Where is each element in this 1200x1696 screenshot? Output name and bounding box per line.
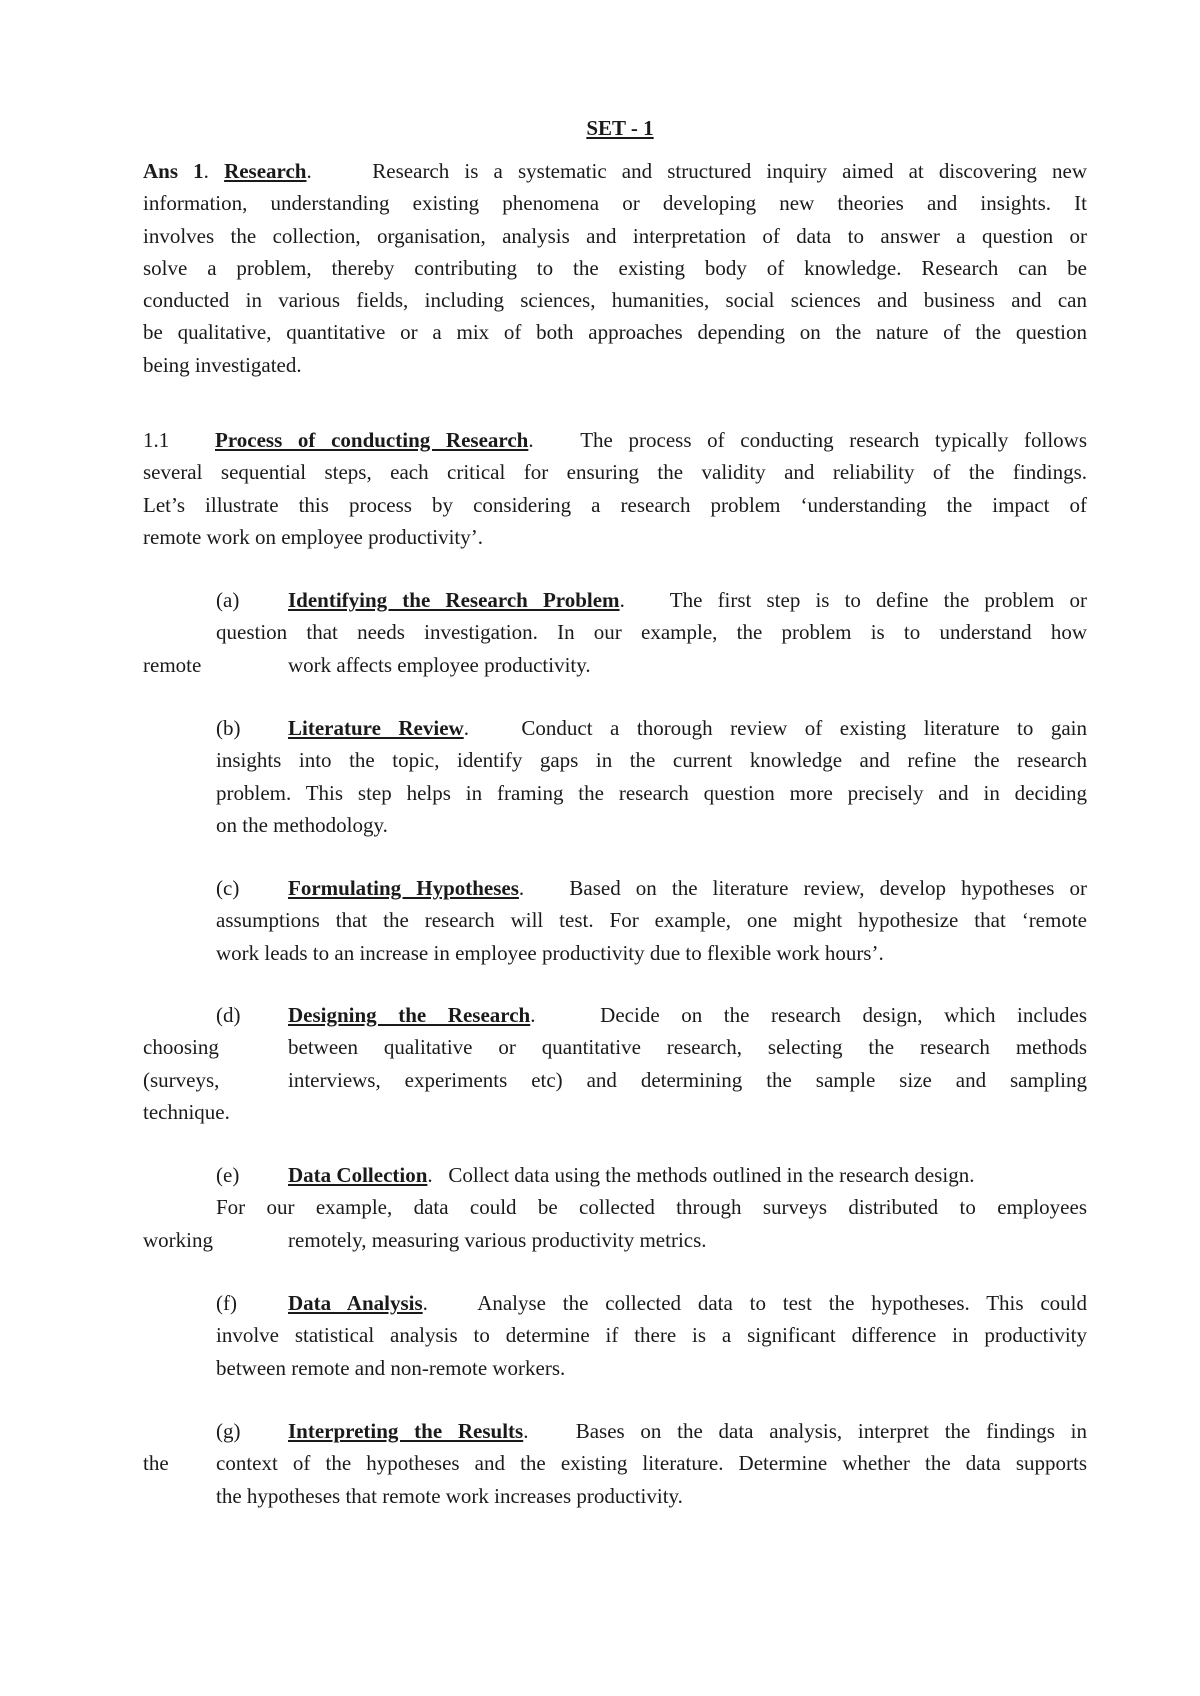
step-label: (c) <box>216 876 240 900</box>
step-text: work leads to an increase in employee productivity due to flexible work hours’. <box>216 940 884 965</box>
step-text: problem. This step helps in framing the research question more precisely and in deciding <box>216 780 1087 805</box>
step-text: the hypotheses that remote work increases productivity. <box>216 1483 683 1508</box>
step-e: (e) Data Collection. Collect data using the methods outlined in the research design. For our example, data could be collected through surveys distributed to employees working remotely, measuring various productivity metrics. <box>143 1159 1087 1256</box>
step-text: between remote and non-remote workers. <box>216 1355 566 1380</box>
step-b: (b) Literature Review. Conduct a thorough review of existing literature to gain insights into the topic, identify gaps in the current knowledge and refine the research problem. This step helps in framing the research question more precisely and in deciding on the methodology. <box>143 712 1087 841</box>
step-text: Conduct a thorough review of existing literature to gain <box>521 716 1087 740</box>
section-heading: Process of conducting Research <box>215 428 529 452</box>
section-1-1-paragraph <box>143 424 1087 553</box>
step-heading: Data Analysis <box>288 1291 423 1315</box>
step-text: choosing <box>143 1035 219 1060</box>
answer-1-line: Ans 1. Research. Research is a systematic and structured inquiry aimed at discovering new <box>143 159 1088 183</box>
step-text: the <box>143 1451 169 1476</box>
answer-1-line: involves the collection, organisation, analysis and interpretation of data to answer a question or <box>143 223 1087 248</box>
step-heading: Identifying the Research Problem <box>288 588 620 612</box>
step-text: on the methodology. <box>216 812 388 837</box>
step-text: involve statistical analysis to determine if there is a significant difference in productivity <box>216 1323 1087 1348</box>
section-1-1-line: remote work on employee productivity’. <box>143 524 483 549</box>
step-c: (c) Formulating Hypotheses. Based on the literature review, develop hypotheses or assumptions that the research will test. For example, one might hypothesize that ‘remote work leads to an increase in employee productivity due to flexible work hours’. <box>143 872 1087 969</box>
step-heading: Designing the Research <box>288 1003 531 1027</box>
answer-text: Research is a systematic and structured inquiry aimed at discovering new <box>372 159 1088 183</box>
step-text: work affects employee productivity. <box>288 652 591 677</box>
step-label: (e) <box>216 1163 240 1187</box>
answer-heading: Research <box>224 159 307 183</box>
answer-label: Ans 1 <box>143 159 204 183</box>
section-text: The process of conducting research typically follows <box>580 428 1088 452</box>
step-text: context of the hypotheses and the existing literature. Determine whether the data supports <box>216 1451 1087 1476</box>
step-text: assumptions that the research will test. For example, one might hypothesize that ‘remote <box>216 908 1087 933</box>
step-text: Based on the literature review, develop hypotheses or <box>569 876 1088 900</box>
step-text: Collect data using the methods outlined in the research design. <box>448 1163 975 1187</box>
answer-1-line: be qualitative, quantitative or a mix of both approaches depending on the nature of the question <box>143 320 1087 345</box>
answer-1-line: solve a problem, thereby contributing to the existing body of knowledge. Research can be <box>143 255 1087 280</box>
answer-1-line: information, understanding existing phenomena or developing new theories and insights. It <box>143 191 1087 216</box>
step-a: (a) Identifying the Research Problem. The first step is to define the problem or question that needs investigation. In our example, the problem is to understand how remote work affects employee productivity. <box>143 584 1087 681</box>
step-text: Decide on the research design, which includes <box>600 1003 1087 1027</box>
step-label: (b) <box>216 716 241 740</box>
page-title: SET - 1 <box>586 116 654 140</box>
step-heading: Literature Review <box>288 716 464 740</box>
section-1-1-line: several sequential steps, each critical for ensuring the validity and reliability of the findings. <box>143 460 1087 485</box>
step-d: (d) Designing the Research. Decide on the research design, which includes choosing between qualitative or quantitative research, selecting the research methods (surveys, interviews, experiments etc) and determining the sample size and sampling technique. <box>143 999 1087 1128</box>
step-text: The first step is to define the problem or <box>669 588 1087 612</box>
answer-1-line: conducted in various fields, including sciences, humanities, social sciences and business and can <box>143 288 1087 313</box>
step-text: technique. <box>143 1099 230 1124</box>
step-text: interviews, experiments etc) and determining the sample size and sampling <box>288 1067 1087 1092</box>
step-text: remote <box>143 652 202 677</box>
step-text: Bases on the data analysis, interpret the findings in <box>575 1419 1088 1443</box>
step-text: (surveys, <box>143 1067 220 1092</box>
step-heading: Interpreting the Results <box>288 1419 524 1443</box>
answer-1-paragraph <box>143 155 1087 381</box>
step-label: (f) <box>216 1291 237 1315</box>
section-1-1-line: Let’s illustrate this process by considering a research problem ‘understanding the impact of <box>143 492 1087 517</box>
step-heading: Formulating Hypotheses <box>288 876 519 900</box>
step-text: Analyse the collected data to test the hypotheses. This could <box>477 1291 1088 1315</box>
step-g: (g) Interpreting the Results. Bases on the data analysis, interpret the findings in the context of the hypotheses and the existing literature. Determine whether the data supports the hypotheses that remote work increases productivity. <box>143 1415 1087 1512</box>
step-label: (a) <box>216 588 240 612</box>
step-text: question that needs investigation. In our example, the problem is to understand how <box>216 620 1087 645</box>
step-label: (d) <box>216 1003 241 1027</box>
step-text: remotely, measuring various productivity metrics. <box>288 1227 707 1252</box>
step-text: For our example, data could be collected through surveys distributed to employees <box>216 1195 1087 1220</box>
step-text: working <box>143 1227 213 1252</box>
step-text: between qualitative or quantitative research, selecting the research methods <box>288 1035 1087 1060</box>
step-text: insights into the topic, identify gaps in the current knowledge and refine the research <box>216 748 1087 773</box>
step-label: (g) <box>216 1419 241 1443</box>
answer-1-line: being investigated. <box>143 352 302 377</box>
step-f: (f) Data Analysis. Analyse the collected data to test the hypotheses. This could involve statistical analysis to determine if there is a significant difference in productivity between remote and non-remote workers. <box>143 1287 1087 1384</box>
step-heading: Data Collection <box>288 1163 428 1187</box>
section-number: 1.1 <box>143 428 170 452</box>
section-1-1-line: 1.1 Process of conducting Research. The process of conducting research typically follows <box>143 424 1087 456</box>
